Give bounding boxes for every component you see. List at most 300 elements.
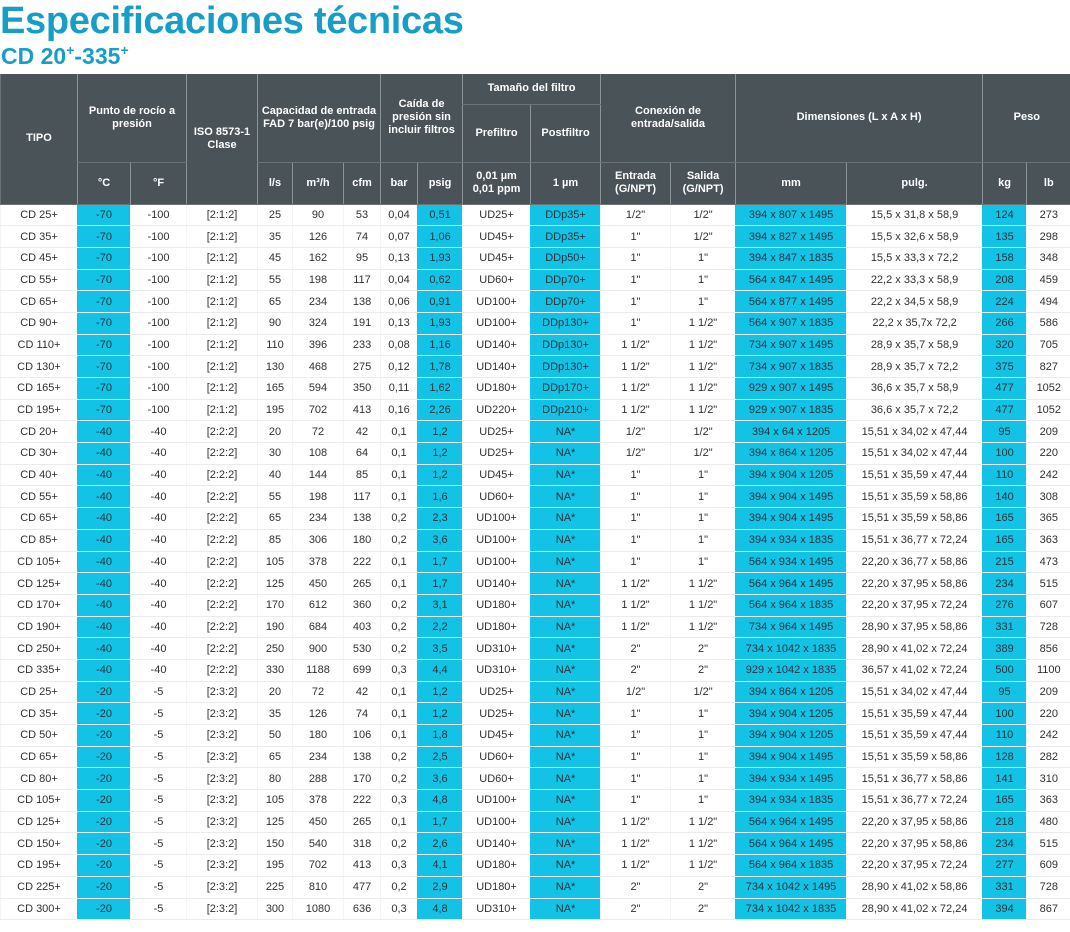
table-cell: 65 [258,291,293,313]
table-cell: 0,1 [381,421,418,443]
table-cell: 586 [1027,312,1070,334]
cell-tipo: CD 125+ [1,573,78,595]
table-cell: -20 [78,768,131,790]
table-cell: 1 1/2" [671,334,736,356]
table-cell: 0,06 [381,291,418,313]
table-cell: 306 [293,529,344,551]
table-cell: 0,2 [381,876,418,898]
table-cell: 4,8 [418,898,463,920]
table-cell: 1 1/2" [671,594,736,616]
th-unit-c: °C [78,162,131,204]
table-cell: 320 [983,334,1027,356]
table-cell: 117 [344,269,381,291]
table-cell: NA* [531,898,601,920]
table-cell: 28,90 x 41,02 x 72,24 [847,898,983,920]
table-cell: 45 [258,247,293,269]
table-cell: 15,51 x 35,59 x 58,86 [847,746,983,768]
table-cell: 1" [671,551,736,573]
table-cell: 144 [293,464,344,486]
table-cell: 500 [983,659,1027,681]
cell-tipo: CD 195+ [1,399,78,421]
table-cell: [2:2:2] [187,464,258,486]
th-punto-rocio: Punto de rocío a presión [78,74,187,162]
cell-tipo: CD 35+ [1,226,78,248]
table-row [1,269,1070,291]
table-cell: 394 x 827 x 1495 [736,226,847,248]
table-cell: 515 [1027,573,1070,595]
table-cell: 728 [1027,876,1070,898]
table-cell: 1" [671,746,736,768]
table-cell: 0,1 [381,486,418,508]
table-cell: 0,1 [381,551,418,573]
subtitle-sup2: + [120,42,129,58]
th-unit-kg: kg [983,162,1027,204]
table-cell: 394 x 807 x 1495 [736,204,847,226]
table-cell: 165 [983,529,1027,551]
table-cell: 0,91 [418,291,463,313]
table-cell: 225 [258,876,293,898]
table-cell: 477 [983,378,1027,400]
th-capacidad: Capacidad de entrada FAD 7 bar(e)/100 psig [258,74,381,162]
table-cell: 180 [344,529,381,551]
table-cell: 0,13 [381,247,418,269]
table-cell: 74 [344,703,381,725]
table-cell: 15,51 x 34,02 x 47,44 [847,443,983,465]
table-cell: 15,5 x 31,8 x 58,9 [847,204,983,226]
table-cell: NA* [531,529,601,551]
table-cell: 108 [293,443,344,465]
cell-tipo: CD 150+ [1,833,78,855]
table-cell: 0,1 [381,573,418,595]
table-cell: [2:2:2] [187,443,258,465]
table-cell: 140 [983,486,1027,508]
table-row [1,356,1070,378]
th-unit-lb: lb [1027,162,1070,204]
table-cell: DDp70+ [531,291,601,313]
table-cell: NA* [531,811,601,833]
table-cell: 318 [344,833,381,855]
table-cell: UD140+ [463,573,531,595]
table-cell: 74 [344,226,381,248]
table-cell: 220 [1027,703,1070,725]
table-cell: 0,2 [381,768,418,790]
table-cell: -100 [131,204,187,226]
th-unit-entrada-b: (G/NPT) [615,183,656,195]
table-cell: [2:3:2] [187,746,258,768]
table-cell: -70 [78,399,131,421]
table-cell: 234 [293,508,344,530]
table-cell: 0,3 [381,659,418,681]
table-row [1,486,1070,508]
table-cell: 15,51 x 35,59 x 47,44 [847,725,983,747]
table-cell: 222 [344,551,381,573]
table-cell: 165 [983,508,1027,530]
table-cell: 28,9 x 35,7 x 72,2 [847,356,983,378]
table-cell: UD310+ [463,659,531,681]
table-cell: 1" [601,725,671,747]
table-cell: 564 x 964 x 1495 [736,811,847,833]
table-cell: 25 [258,204,293,226]
table-cell: 4,8 [418,790,463,812]
table-cell: [2:1:2] [187,356,258,378]
table-cell: 1" [601,529,671,551]
table-cell: [2:3:2] [187,681,258,703]
table-cell: -100 [131,247,187,269]
table-cell: 867 [1027,898,1070,920]
table-cell: 394 x 934 x 1495 [736,768,847,790]
table-cell: 1,2 [418,703,463,725]
table-cell: 125 [258,811,293,833]
table-cell: 1 1/2" [671,399,736,421]
table-cell: UD100+ [463,551,531,573]
table-cell: UD25+ [463,703,531,725]
table-cell: -40 [131,508,187,530]
table-cell: -5 [131,855,187,877]
table-cell: 473 [1027,551,1070,573]
table-cell: 310 [1027,768,1070,790]
table-cell: NA* [531,725,601,747]
table-cell: UD180+ [463,594,531,616]
table-cell: 95 [344,247,381,269]
table-row [1,464,1070,486]
table-cell: -20 [78,833,131,855]
cell-tipo: CD 25+ [1,204,78,226]
table-row [1,855,1070,877]
table-cell: 2" [601,898,671,920]
table-cell: [2:2:2] [187,638,258,660]
table-cell: 2" [601,638,671,660]
table-cell: 72 [293,681,344,703]
table-cell: 929 x 907 x 1835 [736,399,847,421]
table-cell: 170 [258,594,293,616]
table-cell: 594 [293,378,344,400]
table-cell: -40 [78,464,131,486]
table-cell: UD60+ [463,768,531,790]
table-cell: 180 [293,725,344,747]
table-cell: -40 [78,638,131,660]
subtitle-mid: -335 [74,43,121,69]
table-cell: 234 [293,291,344,313]
table-cell: [2:3:2] [187,790,258,812]
cell-tipo: CD 125+ [1,811,78,833]
table-cell: 218 [983,811,1027,833]
table-cell: 191 [344,312,381,334]
table-cell: 810 [293,876,344,898]
table-cell: 53 [344,204,381,226]
table-cell: 331 [983,876,1027,898]
table-cell: 564 x 877 x 1495 [736,291,847,313]
table-cell: 150 [258,833,293,855]
table-cell: -40 [131,594,187,616]
table-cell: 110 [258,334,293,356]
table-cell: 1,93 [418,312,463,334]
table-row [1,638,1070,660]
table-cell: 1 1/2" [601,356,671,378]
table-cell: -70 [78,226,131,248]
table-cell: 1 1/2" [671,811,736,833]
table-cell: -40 [78,659,131,681]
table-cell: 190 [258,616,293,638]
table-cell: 273 [1027,204,1070,226]
table-cell: 1,7 [418,573,463,595]
table-cell: 22,20 x 37,95 x 58,86 [847,811,983,833]
table-cell: 209 [1027,421,1070,443]
table-cell: -20 [78,703,131,725]
table-cell: 100 [983,703,1027,725]
table-cell: -100 [131,226,187,248]
table-cell: 15,51 x 35,59 x 58,86 [847,508,983,530]
table-cell: 564 x 964 x 1835 [736,855,847,877]
table-cell: [2:1:2] [187,247,258,269]
table-cell: 36,57 x 41,02 x 72,24 [847,659,983,681]
table-cell: -5 [131,725,187,747]
table-cell: [2:2:2] [187,594,258,616]
table-cell: 477 [983,399,1027,421]
table-cell: -40 [78,551,131,573]
th-iso: ISO 8573-1 Clase [187,74,258,204]
table-cell: 734 x 964 x 1495 [736,616,847,638]
table-cell: 1/2" [671,421,736,443]
table-cell: 277 [983,855,1027,877]
table-cell: 80 [258,768,293,790]
table-row [1,443,1070,465]
table-cell: [2:3:2] [187,898,258,920]
table-cell: 1" [671,703,736,725]
table-row [1,226,1070,248]
cell-tipo: CD 65+ [1,746,78,768]
table-cell: -20 [78,876,131,898]
table-cell: 22,2 x 33,3 x 58,9 [847,269,983,291]
table-cell: -40 [78,529,131,551]
table-cell: 100 [983,443,1027,465]
table-cell: 22,20 x 37,95 x 58,86 [847,833,983,855]
table-cell: -40 [78,616,131,638]
table-cell: DDp210+ [531,399,601,421]
table-cell: 360 [344,594,381,616]
table-cell: 564 x 964 x 1495 [736,573,847,595]
table-cell: 363 [1027,529,1070,551]
table-cell: 0,51 [418,204,463,226]
table-cell: 95 [983,421,1027,443]
table-cell: 1/2" [671,681,736,703]
table-cell: 0,08 [381,334,418,356]
table-cell: 1 1/2" [671,855,736,877]
cell-tipo: CD 40+ [1,464,78,486]
table-cell: NA* [531,833,601,855]
table-cell: 198 [293,269,344,291]
table-cell: 734 x 907 x 1835 [736,356,847,378]
cell-tipo: CD 300+ [1,898,78,920]
table-cell: 0,1 [381,443,418,465]
table-cell: UD100+ [463,811,531,833]
table-cell: 394 x 64 x 1205 [736,421,847,443]
table-cell: 117 [344,486,381,508]
table-cell: 1,78 [418,356,463,378]
table-cell: 564 x 907 x 1835 [736,312,847,334]
table-cell: 276 [983,594,1027,616]
table-cell: 2,9 [418,876,463,898]
table-cell: 0,2 [381,529,418,551]
table-cell: [2:3:2] [187,725,258,747]
table-cell: UD100+ [463,529,531,551]
table-cell: NA* [531,681,601,703]
cell-tipo: CD 50+ [1,725,78,747]
table-cell: 224 [983,291,1027,313]
table-cell: 2,26 [418,399,463,421]
table-cell: 1/2" [601,443,671,465]
table-cell: 1 1/2" [671,573,736,595]
table-cell: 330 [258,659,293,681]
table-cell: 450 [293,811,344,833]
table-cell: 282 [1027,746,1070,768]
table-cell: 110 [983,464,1027,486]
table-cell: 607 [1027,594,1070,616]
table-cell: UD25+ [463,681,531,703]
table-cell: [2:3:2] [187,833,258,855]
th-unit-salida-b: (G/NPT) [682,183,724,195]
table-cell: 170 [344,768,381,790]
table-cell: 350 [344,378,381,400]
table-row [1,399,1070,421]
table-cell: UD180+ [463,616,531,638]
table-cell: 4,1 [418,855,463,877]
table-cell: 22,20 x 37,95 x 58,86 [847,573,983,595]
table-cell: 3,5 [418,638,463,660]
table-cell: UD140+ [463,833,531,855]
table-cell: 1" [671,486,736,508]
table-cell: 28,9 x 35,7 x 58,9 [847,334,983,356]
table-cell: -5 [131,811,187,833]
table-cell: 265 [344,811,381,833]
table-cell: 1/2" [671,204,736,226]
table-cell: 65 [258,746,293,768]
table-cell: UD45+ [463,725,531,747]
table-cell: 28,90 x 41,02 x 58,86 [847,876,983,898]
table-row [1,594,1070,616]
table-row [1,508,1070,530]
th-tipo: TIPO [1,74,78,204]
table-row [1,725,1070,747]
table-cell: 394 [983,898,1027,920]
table-row [1,768,1070,790]
table-cell: 126 [293,703,344,725]
table-cell: 22,2 x 35,7x 72,2 [847,312,983,334]
th-conexion: Conexión de entrada/salida [601,74,736,162]
table-cell: 394 x 904 x 1205 [736,464,847,486]
table-cell: DDp70+ [531,269,601,291]
table-cell: 124 [983,204,1027,226]
th-unit-um001-b: 0,01 ppm [472,183,521,195]
table-cell: 1 1/2" [671,378,736,400]
table-cell: [2:2:2] [187,486,258,508]
table-cell: -20 [78,790,131,812]
table-cell: 42 [344,681,381,703]
table-cell: -40 [131,659,187,681]
table-cell: 0,2 [381,508,418,530]
cell-tipo: CD 105+ [1,551,78,573]
table-cell: 4,4 [418,659,463,681]
table-cell: [2:3:2] [187,855,258,877]
table-cell: 394 x 847 x 1835 [736,247,847,269]
table-cell: 394 x 904 x 1495 [736,486,847,508]
th-unit-ls: l/s [258,162,293,204]
cell-tipo: CD 130+ [1,356,78,378]
table-cell: -20 [78,855,131,877]
th-unit-um1: 1 µm [531,162,601,204]
table-cell: DDp170+ [531,378,601,400]
table-cell: 1 1/2" [671,312,736,334]
table-cell: 125 [258,573,293,595]
table-cell: 105 [258,790,293,812]
table-cell: 234 [983,573,1027,595]
table-cell: 1 1/2" [671,616,736,638]
table-cell: [2:2:2] [187,573,258,595]
table-cell: 413 [344,855,381,877]
table-cell: [2:3:2] [187,768,258,790]
table-cell: -100 [131,356,187,378]
table-cell: 900 [293,638,344,660]
table-cell: DDp35+ [531,226,601,248]
table-cell: [2:1:2] [187,291,258,313]
table-row [1,876,1070,898]
table-row [1,334,1070,356]
table-cell: 22,2 x 34,5 x 58,9 [847,291,983,313]
table-cell: 0,2 [381,746,418,768]
table-cell: 468 [293,356,344,378]
table-cell: 0,2 [381,616,418,638]
table-cell: 2,2 [418,616,463,638]
cell-tipo: CD 55+ [1,269,78,291]
table-cell: NA* [531,638,601,660]
cell-tipo: CD 190+ [1,616,78,638]
table-cell: 141 [983,768,1027,790]
th-unit-bar: bar [381,162,418,204]
table-cell: 0,62 [418,269,463,291]
table-cell: 1 1/2" [601,399,671,421]
table-cell: 564 x 847 x 1495 [736,269,847,291]
table-cell: 1" [601,551,671,573]
table-cell: 15,51 x 35,59 x 58,86 [847,486,983,508]
table-cell: UD60+ [463,269,531,291]
table-cell: 105 [258,551,293,573]
th-caida: Caída de presión sin incluir filtros [381,74,463,162]
table-cell: UD25+ [463,204,531,226]
table-cell: NA* [531,551,601,573]
table-cell: 1" [671,464,736,486]
table-cell: -70 [78,378,131,400]
table-cell: 1" [671,790,736,812]
table-cell: 2" [671,898,736,920]
table-row [1,616,1070,638]
table-cell: UD100+ [463,291,531,313]
table-cell: NA* [531,594,601,616]
table-cell: 195 [258,855,293,877]
table-cell: 1" [601,291,671,313]
subtitle-sup1: + [66,42,75,58]
table-cell: 1,2 [418,681,463,703]
table-cell: 2,5 [418,746,463,768]
page-subtitle [1,42,129,70]
table-cell: 162 [293,247,344,269]
th-unit-entrada [601,162,671,204]
table-cell: 1" [671,725,736,747]
table-cell: 1" [601,269,671,291]
table-cell: 36,6 x 35,7 x 72,2 [847,399,983,421]
table-cell: 1" [601,790,671,812]
table-cell: 702 [293,399,344,421]
cell-tipo: CD 170+ [1,594,78,616]
table-cell: 0,3 [381,898,418,920]
